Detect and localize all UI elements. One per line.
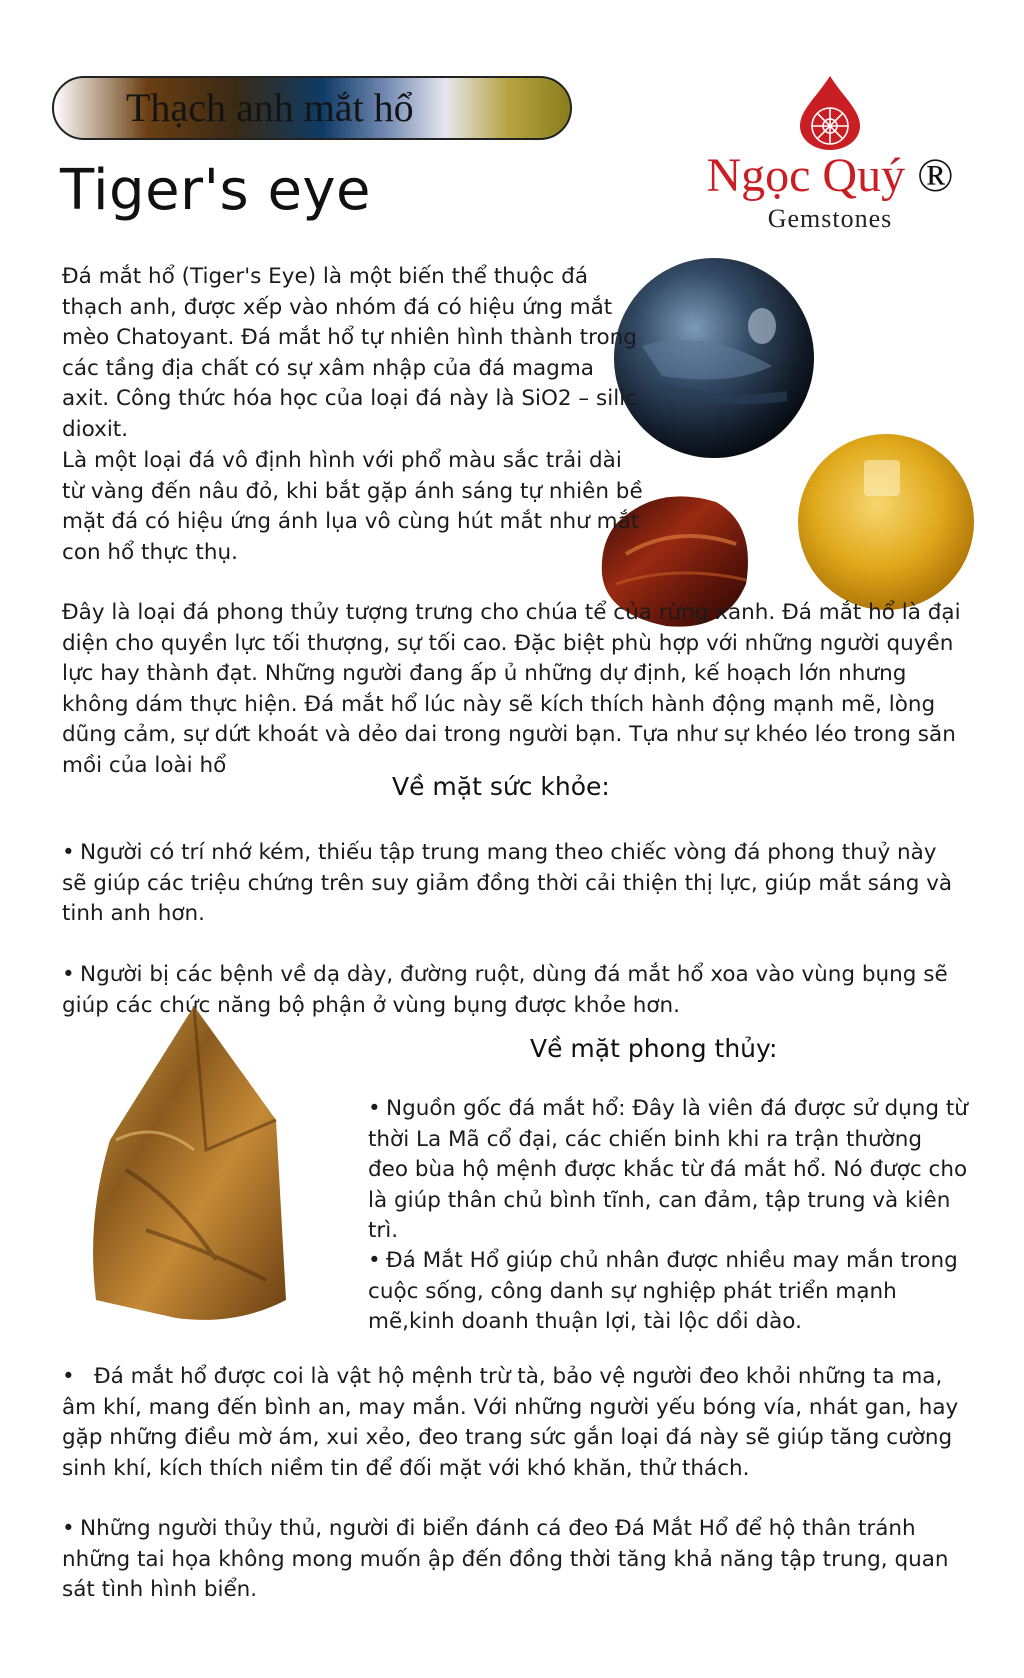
bullet: • [62, 1364, 75, 1389]
golden-cats-eye-sphere-image [796, 432, 976, 612]
fengshui-item-4 [62, 1514, 977, 1606]
gem-drop-icon [786, 72, 874, 152]
rough-tigers-eye-point-image [86, 1000, 300, 1330]
brand-subtitle: Gemstones [767, 204, 893, 233]
fengshui-item-2 [368, 1246, 978, 1338]
bullet: • [62, 962, 75, 987]
fengshui-item-1 [368, 1094, 968, 1247]
health-item-1 [62, 838, 967, 930]
health-item-2-text: Người bị các bệnh về dạ dày, đường ruột, dùng đá mắt hổ xoa vào vùng bụng sẽ giúp các chức năng bộ phận ở vùng bụng được khỏe hơn. [62, 962, 948, 1018]
intro-paragraph-1: Đá mắt hổ (Tiger's Eye) là một biến thể thuộc đá thạch anh, được xếp vào nhóm đá có hiệu ứng mắt mèo Chatoyant. Đá mắt hổ tự nhiên hình thành trong các tầng địa chất có sự xâm nhập của đá magma axit. Công thức hóa học của loại đá này là SiO2 – silic dioxit. [62, 264, 637, 442]
intro-paragraph-2: Là một loại đá vô định hình với phổ màu sắc trải dài từ vàng đến nâu đỏ, khi bắt gặp ánh sáng tự nhiên bề mặt đá có hiệu ứng ánh lụa vô cùng hút mắt như mắt con hổ thực thụ. [62, 448, 643, 565]
bullet: • [368, 1248, 381, 1273]
brand-name [690, 148, 970, 203]
fengshui-item-2-text: Đá Mắt Hổ giúp chủ nhân được nhiều may mắn trong cuộc sống, công danh sự nghiệp phát triển mạnh mẽ,kinh doanh thuận lợi, tài lộc dồi dào. [368, 1248, 958, 1334]
banner-title: Thạch anh mắt hổ [126, 85, 414, 130]
brand-logo [690, 72, 970, 242]
bullet: • [62, 1516, 75, 1541]
health-item-1-text: Người có trí nhớ kém, thiếu tập trung mang theo chiếc vòng đá phong thuỷ này sẽ giúp các triệu chứng trên suy giảm đồng thời cải thiện thị lực, giúp mắt sáng và tinh anh hơn. [62, 840, 953, 926]
fengshui-item-1-text: Nguồn gốc đá mắt hổ: Đây là viên đá được sử dụng từ thời La Mã cổ đại, các chiến binh khi ra trận thường đeo bùa hộ mệnh được khắc từ đá mắt hổ. Nó được cho là giúp thân chủ bình tĩnh, can đảm, tập trung và kiên trì. [368, 1096, 968, 1243]
health-heading: Về mặt sức khỏe: [392, 772, 610, 801]
brand-name-text: Ngọc Quý [706, 149, 906, 202]
fengshui-item-3 [62, 1362, 977, 1484]
bullet: • [368, 1096, 381, 1121]
fengshui-heading: Về mặt phong thủy: [530, 1034, 778, 1063]
fengshui-item-4-text: Những người thủy thủ, người đi biển đánh cá đeo Đá Mắt Hổ để hộ thân tránh những tai họa không mong muốn ập đến đồng thời tăng khả năng tập trung, quan sát tình hình biển. [62, 1516, 949, 1602]
registered-mark: ® [917, 149, 954, 202]
bullet: • [62, 840, 75, 865]
intro-paragraph-3: Đây là loại đá phong thủy tượng trưng cho chúa tể của rừng xanh. Đá mắt hổ là đại diện cho quyền lực tối thượng, sự tối cao. Đặc biệt phù hợp với những người quyền lực hay thành đạt. Những người đang ấp ủ những dự định, kế hoạch lớn nhưng không dám thực hiện. Đá mắt hổ lúc này sẽ kích thích hành động mạnh mẽ, lòng dũng cảm, sự dứt khoát và dẻo dai trong người bạn. Tựa như sự khéo léo trong săn mồi của loài hổ [62, 600, 961, 778]
page-title: Tiger's eye [60, 158, 371, 223]
title-banner [52, 76, 572, 140]
fengshui-item-3-text: Đá mắt hổ được coi là vật hộ mệnh trừ tà, bảo vệ người đeo khỏi những ta ma, âm khí, mang đến bình an, may mắn. Với những người yếu bóng vía, nhát gan, hay gặp những điều mờ ám, xui xẻo, đeo trang sức gắn loại đá này sẽ giúp tăng cường sinh khí, kích thích niềm tin để đối mặt với khó khăn, thử thách. [62, 1364, 959, 1481]
